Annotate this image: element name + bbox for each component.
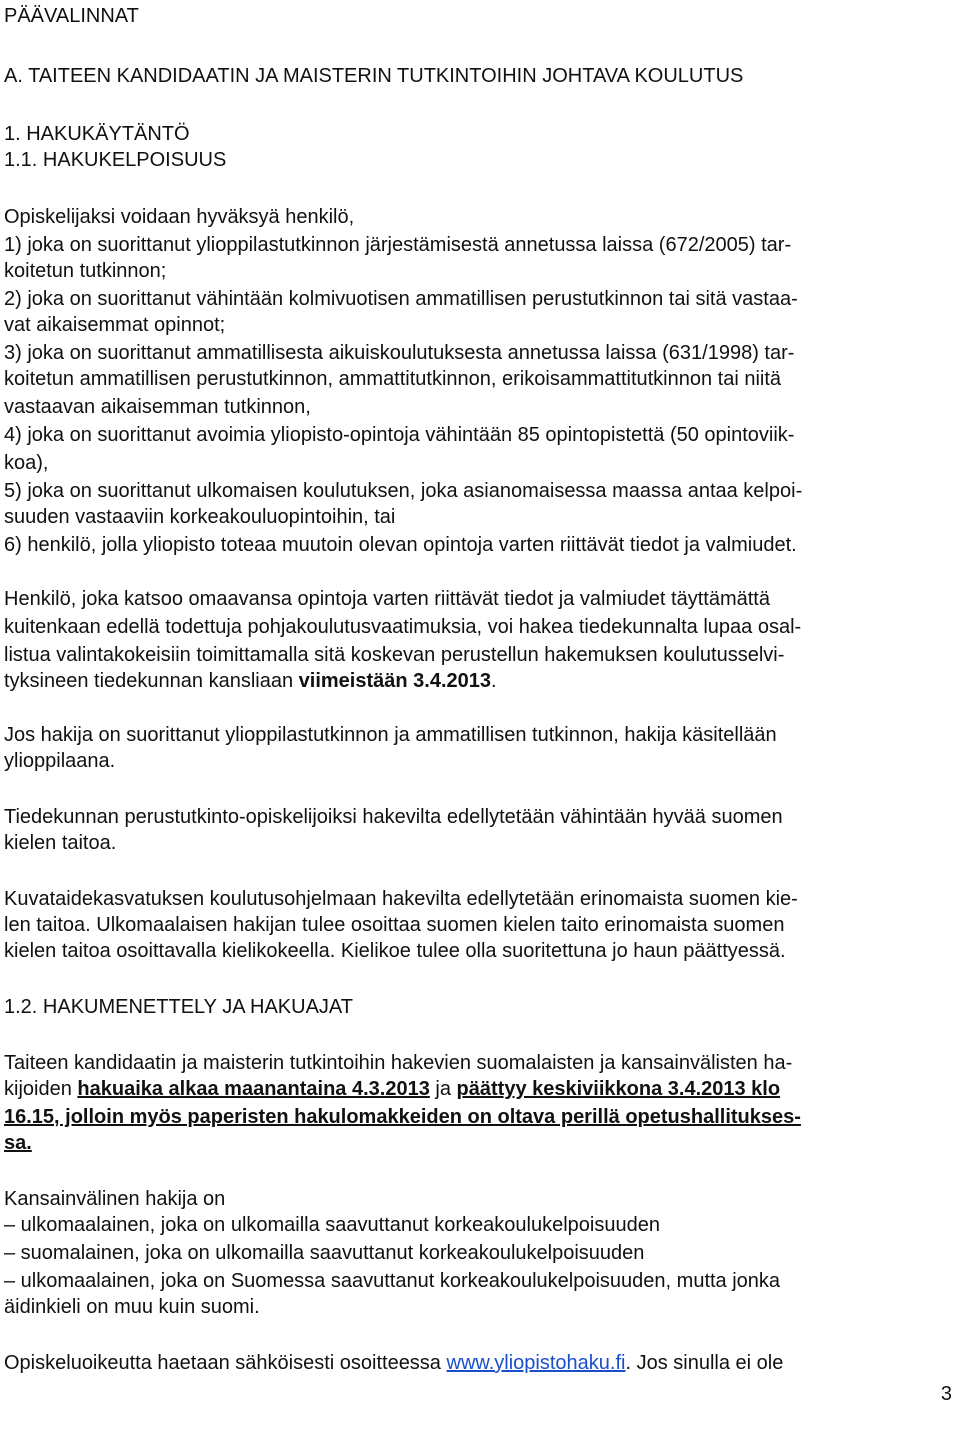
eligibility-line: 6) henkilö, jolla yliopisto toteaa muutoin olevan opintoja varten riittävät tiedot ja valmiudet. [4,534,797,556]
section-heading-1: 1. HAKUKÄYTÄNTÖ [4,123,190,145]
eligibility-line: Opiskelijaksi voidaan hyväksyä henkilö, [4,206,355,228]
application-end-text: 16.15, jolloin myös paperisten hakulomakkeiden on oltava perillä opetushallitukses- [4,1106,801,1128]
application-start-text: hakuaika alkaa maanantaina 4.3.2013 [77,1078,430,1100]
paragraph-line [4,668,497,694]
paragraph-line: kielen taitoa osoittavalla kielikokeella. Kielikoe tulee olla suoritettuna jo haun päättyessä. [4,940,786,962]
eligibility-line: 2) joka on suorittanut vähintään kolmivuotisen ammatillisen perustutkinnon tai sitä vastaa- [4,288,798,310]
eligibility-line: koa), [4,452,49,474]
eligibility-line: vastaavan aikaisemman tutkinnon, [4,396,311,418]
paragraph-line: Tiedekunnan perustutkinto-opiskelijoiksi hakevilta edellytetään vähintään hyvää suomen [4,806,783,828]
section-heading-1-2: 1.2. HAKUMENETTELY JA HAKUAJAT [4,996,353,1018]
paragraph-line [4,1076,780,1102]
eligibility-line: suuden vastaaviin korkeakouluopintoihin, tai [4,506,396,528]
eligibility-line: vat aikaisemmat opinnot; [4,314,226,336]
deadline-text: viimeistään 3.4.2013 [298,670,492,692]
text-span: ja [429,1078,457,1100]
eligibility-line: koitetun ammatillisen perustutkinnon, ammattitutkinnon, erikoisammattitutkinnon tai niitä [4,368,782,390]
eligibility-line: 4) joka on suorittanut avoimia yliopisto-opintoja vähintään 85 opintopistettä (50 opintoviik- [4,424,795,446]
paragraph-line: Taiteen kandidaatin ja maisterin tutkintoihin hakevien suomalaisten ja kansainvälisten ha- [4,1052,793,1074]
international-intro: Kansainvälinen hakija on [4,1188,226,1210]
eligibility-line: koitetun tutkinnon; [4,260,167,282]
text-span: kijoiden [4,1078,78,1100]
text-span: Opiskeluoikeutta haetaan sähköisesti osoitteessa [4,1352,447,1374]
list-item: – suomalainen, joka on ulkomailla saavuttanut korkeakoulukelpoisuuden [4,1242,645,1264]
list-item: – ulkomaalainen, joka on ulkomailla saavuttanut korkeakoulukelpoisuuden [4,1214,660,1236]
section-heading-a: A. TAITEEN KANDIDAATIN JA MAISTERIN TUTKINTOIHIN JOHTAVA KOULUTUS [4,65,744,87]
eligibility-line: 5) joka on suorittanut ulkomaisen koulutuksen, joka asianomaisessa maassa antaa kelpoi- [4,480,803,502]
application-end-text: päättyy keskiviikkona 3.4.2013 klo [456,1078,781,1100]
text-span: tyksineen tiedekunnan kansliaan [4,670,299,692]
paragraph-line: len taitoa. Ulkomaalaisen hakijan tulee osoittaa suomen kielen taito erinomaista suomen [4,914,785,936]
application-end-text: sa. [4,1132,32,1154]
eligibility-line: 1) joka on suorittanut ylioppilastutkinnon järjestämisestä annetussa laissa (672/2005) tar- [4,234,792,256]
list-item: äidinkieli on muu kuin suomi. [4,1296,260,1318]
main-heading: PÄÄVALINNAT [4,5,139,27]
paragraph-line: kielen taitoa. [4,832,117,854]
paragraph-line: ylioppilaana. [4,750,116,772]
paragraph-line: Kuvataidekasvatuksen koulutusohjelmaan hakevilta edellytetään erinomaista suomen kie- [4,888,798,910]
eligibility-line: 3) joka on suorittanut ammatillisesta aikuiskoulutuksesta annetussa laissa (631/1998) tar- [4,342,795,364]
list-item: – ulkomaalainen, joka on Suomessa saavuttanut korkeakoulukelpoisuuden, mutta jonka [4,1270,781,1292]
paragraph-line: Henkilö, joka katsoo omaavansa opintoja varten riittävät tiedot ja valmiudet täyttämättä [4,588,770,610]
yliopistohaku-link[interactable]: www.yliopistohaku.fi [446,1352,626,1374]
paragraph-line [4,1350,783,1376]
paragraph-line: listua valintakokeisiin toimittamalla sitä koskevan perustellun hakemuksen koulutusselvi- [4,644,785,666]
paragraph-line: Jos hakija on suorittanut ylioppilastutkinnon ja ammatillisen tutkinnon, hakija käsitellään [4,724,777,746]
paragraph-line: kuitenkaan edellä todettuja pohjakoulutusvaatimuksia, voi hakea tiedekunnalta lupaa osal- [4,616,802,638]
text-span: . [491,670,497,692]
text-span: . Jos sinulla ei ole [625,1352,784,1374]
section-heading-1-1: 1.1. HAKUKELPOISUUS [4,149,227,171]
page-number: 3 [940,1383,952,1405]
